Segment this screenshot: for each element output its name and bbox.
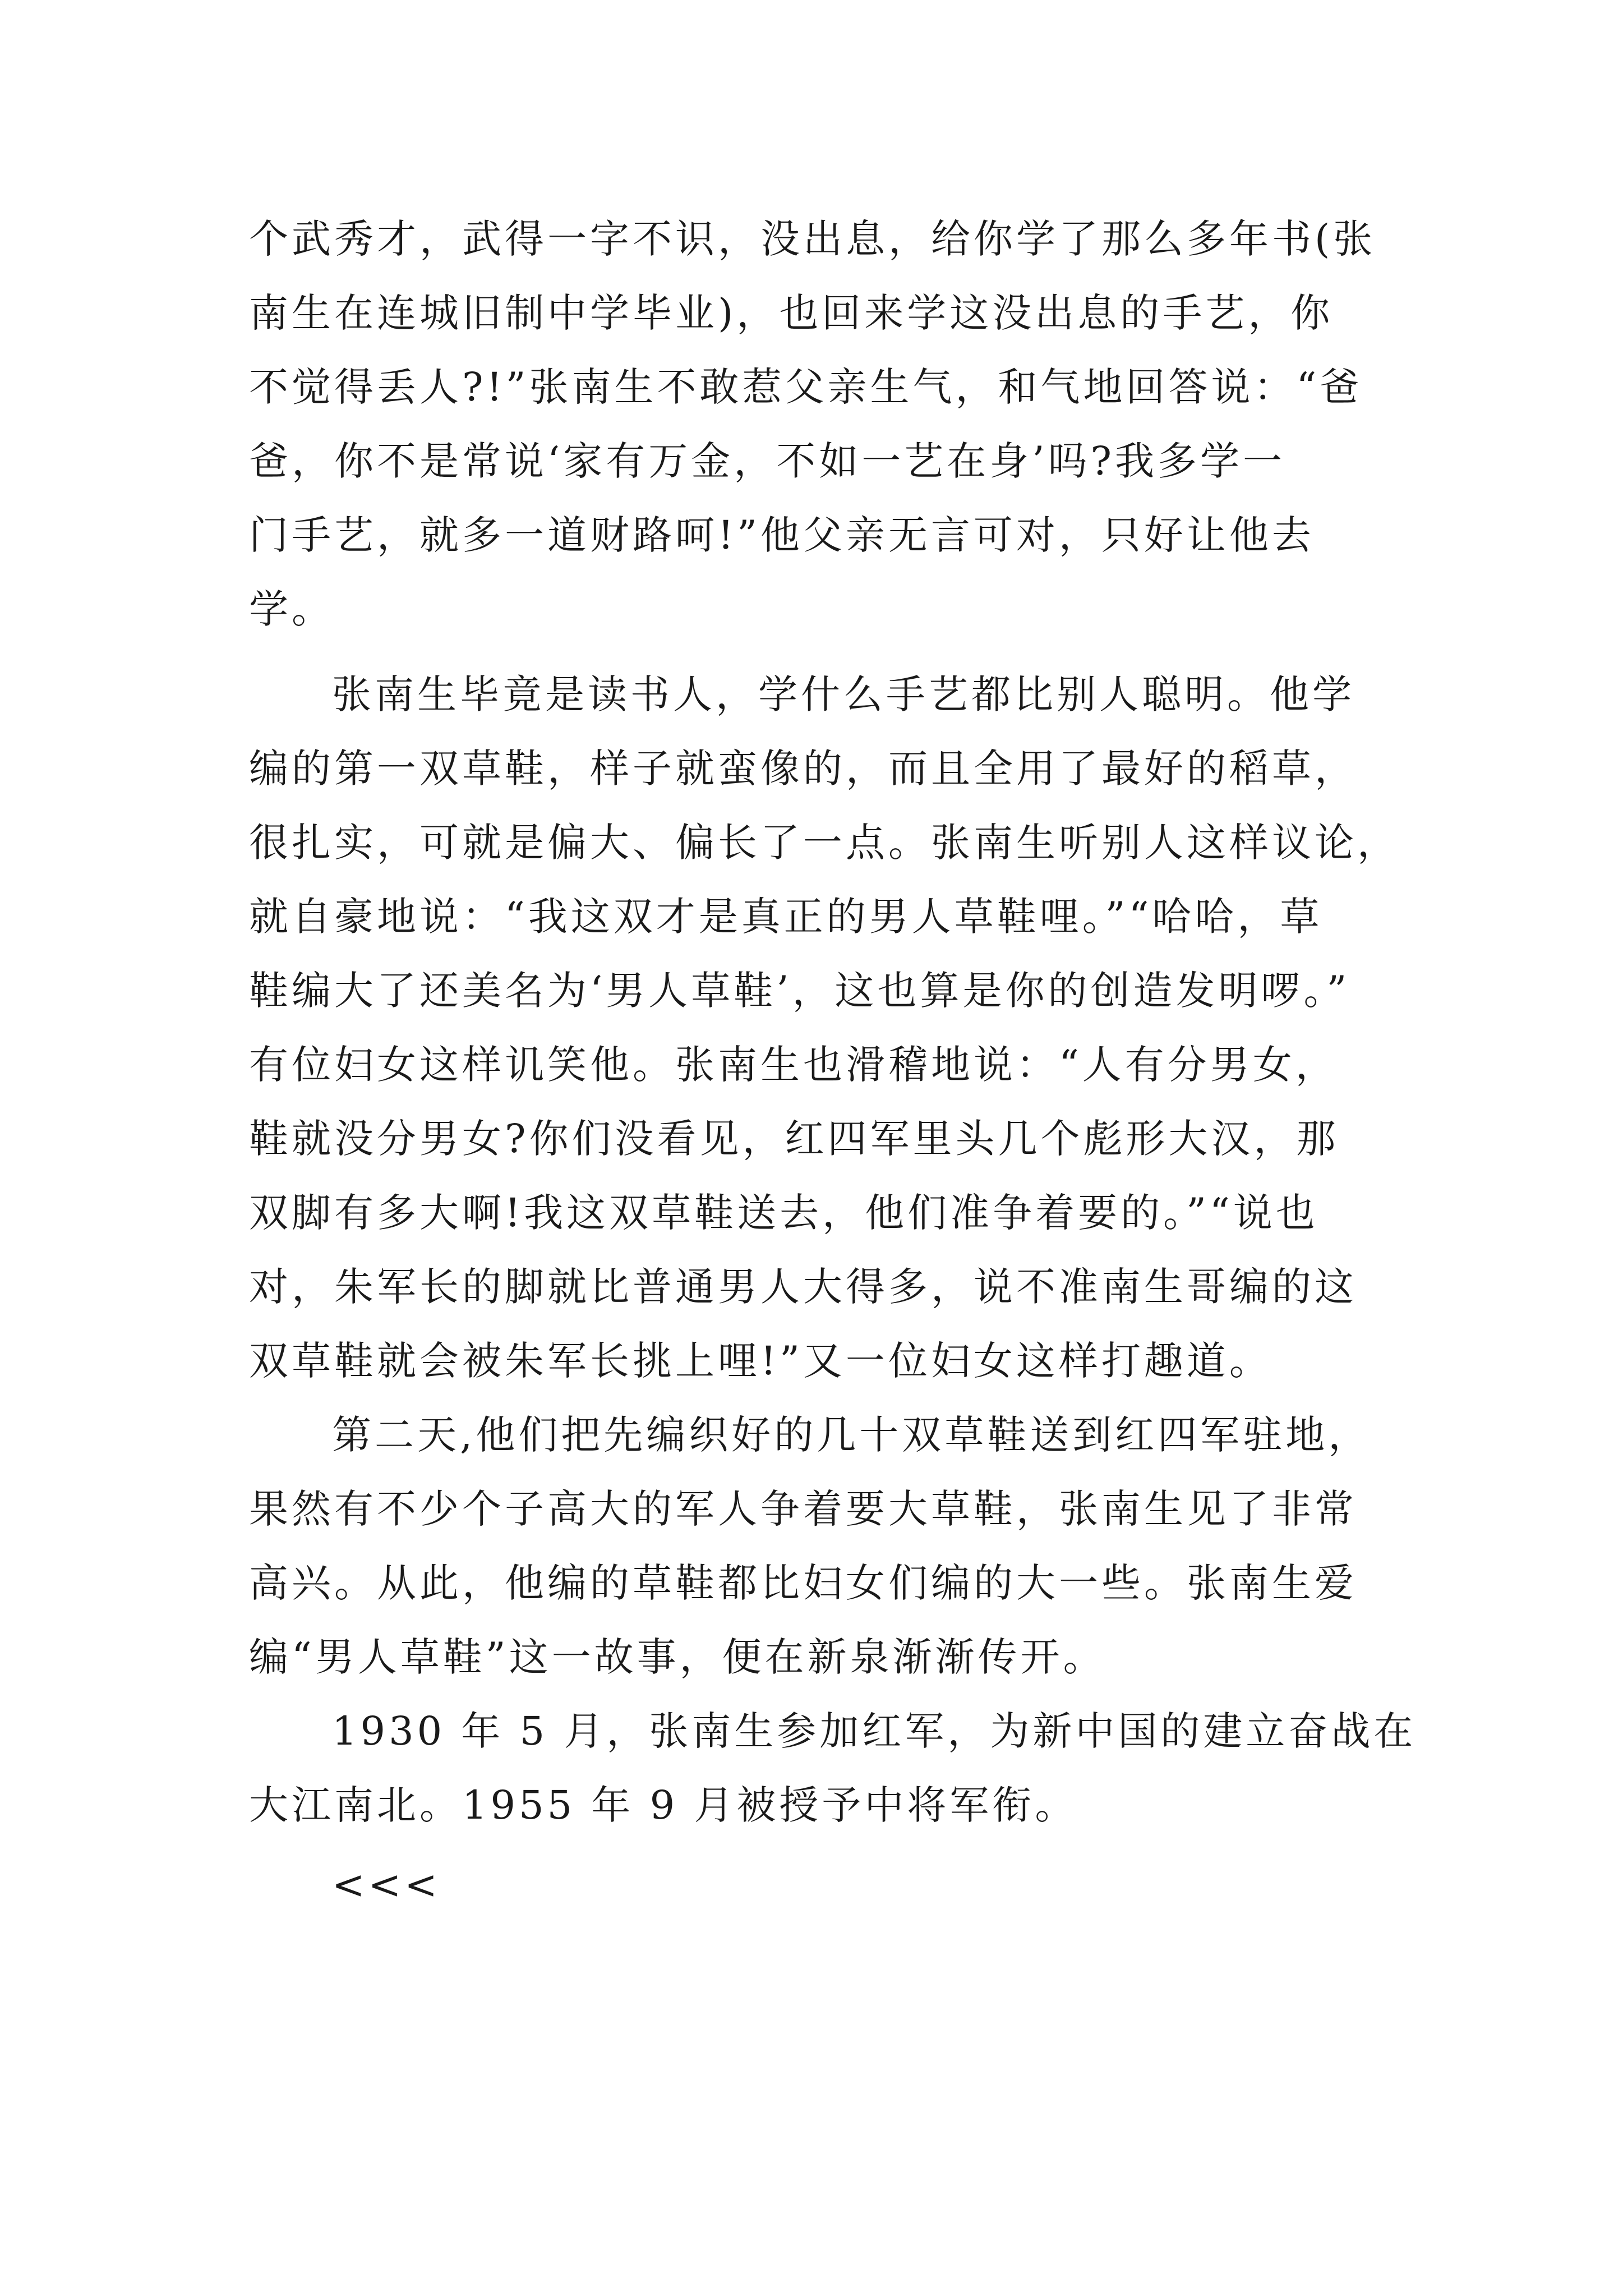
text-line: 学。 (249, 586, 334, 632)
paragraph-4 (249, 1694, 1417, 1842)
text-line: 大江南北。1955 年 9 月被授予中将军衔。 (249, 1782, 1078, 1828)
paragraph-3 (249, 1398, 1376, 1694)
text-line: 张南生毕竟是读书人，学什么手艺都比别人聪明。他学 (332, 671, 1355, 717)
text-line: 第二天,他们把先编织好的几十双草鞋送到红四军驻地， (332, 1412, 1371, 1458)
text-line: 个武秀才，武得一字不识，没出息，给你学了那么多年书(张 (249, 216, 1376, 262)
paragraph-2 (249, 657, 1400, 1398)
text-line: 高兴。从此，他编的草鞋都比妇女们编的大一些。张南生爱 (249, 1560, 1357, 1606)
text-line: 鞋就没分男女?你们没看见，红四军里头几个彪形大汉，那 (249, 1116, 1339, 1162)
text-line: 双草鞋就会被朱军长挑上哩!”又一位妇女这样打趣道。 (249, 1338, 1272, 1384)
text-line: 爸，你不是常说‘家有万金，不如一艺在身’吗?我多学一 (249, 438, 1286, 484)
text-line: 鞋编大了还美名为‘男人草鞋’，这也算是你的创造发明啰。” (249, 968, 1350, 1014)
text-line: 1930 年 5 月，张南生参加红军，为新中国的建立奋战在 (332, 1708, 1417, 1754)
text-line: 很扎实，可就是偏大、偏长了一点。张南生听别人这样议论， (249, 820, 1400, 866)
text-line: 编“男人草鞋”这一故事，便在新泉渐渐传开。 (249, 1634, 1106, 1680)
back-navigation-mark: <<< (332, 1862, 441, 1908)
document-body (249, 202, 1417, 1922)
paragraph-1 (249, 202, 1376, 646)
text-line: 不觉得丢人?!”张南生不敢惹父亲生气，和气地回答说：“爸 (249, 364, 1363, 410)
text-line: 南生在连城旧制中学毕业)，也回来学这没出息的手艺，你 (249, 290, 1334, 336)
text-line: 编的第一双草鞋，样子就蛮像的，而且全用了最好的稻草， (249, 746, 1357, 792)
text-line: 门手艺，就多一道财路呵!”他父亲无言可对，只好让他去 (249, 512, 1315, 558)
text-line: 对，朱军长的脚就比普通男人大得多，说不准南生哥编的这 (249, 1264, 1357, 1310)
text-line: 双脚有多大啊!我这双草鞋送去，他们准争着要的。”“说也 (249, 1190, 1318, 1236)
text-line: 有位妇女这样讥笑他。张南生也滑稽地说：“人有分男女， (249, 1042, 1338, 1088)
text-line: 就自豪地说：“我这双才是真正的男人草鞋哩。”“哈哈，草 (249, 894, 1323, 940)
text-line: 果然有不少个子高大的军人争着要大草鞋，张南生见了非常 (249, 1486, 1357, 1532)
